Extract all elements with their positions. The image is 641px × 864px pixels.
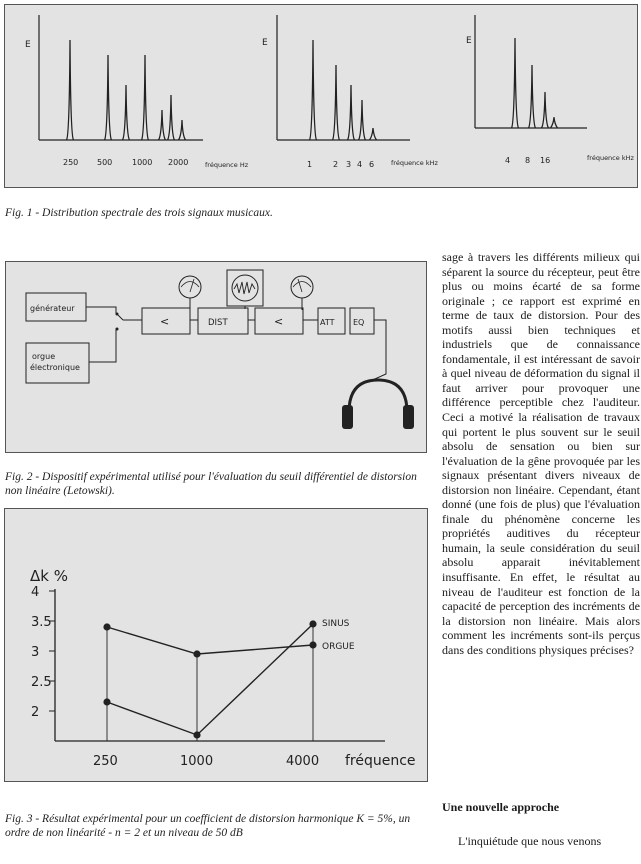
spectrum-chart-3 — [466, 15, 634, 165]
chart3-ylabel: E — [466, 36, 472, 46]
chart1-peak-6 — [168, 95, 175, 140]
chart1-tick-2000: 2000 — [168, 158, 189, 167]
chart3-peak-4 — [551, 117, 558, 128]
fig3-chart — [5, 509, 427, 781]
eq-label: EQ — [353, 318, 365, 327]
generator-label: générateur — [30, 304, 75, 313]
fig3-xlabel: fréquence — [345, 753, 416, 769]
chart3-tick-16: 16 — [540, 156, 551, 165]
switch-contact-bottom — [116, 328, 119, 331]
fig3-xtick-250: 250 — [93, 754, 118, 769]
chart2-ylabel: E — [262, 38, 268, 48]
fig3-ytick-3: 3.5 — [31, 615, 52, 630]
headphones-icon — [349, 380, 407, 412]
headphone-right-cup — [403, 405, 414, 429]
fig3-point-orgue-2 — [309, 641, 316, 648]
fig3-ytick-2: 3 — [31, 645, 40, 660]
chart3-xlabel: fréquence kHz — [587, 154, 634, 162]
fig1-caption: Fig. 1 - Distribution spectrale des trois signaux musicaux. — [5, 207, 273, 219]
fig3-legend-sinus: SINUS — [322, 619, 350, 629]
fig3-series-orgue — [107, 627, 313, 654]
meter2-icon — [291, 276, 313, 298]
fig3-panel — [4, 508, 428, 782]
fig3-ytick-0: 2 — [31, 705, 40, 720]
fig2-panel — [5, 261, 427, 453]
chart1-peak-3 — [123, 85, 130, 140]
chart1-peak-7 — [179, 120, 186, 140]
chart2-tick-2: 2 — [333, 160, 339, 169]
chart2-peak-1 — [310, 40, 317, 140]
amp2-label: < — [274, 315, 284, 328]
fig3-xtick-1000: 1000 — [180, 754, 214, 769]
chart2-tick-4: 4 — [357, 160, 363, 169]
chart2-tick-1: 1 — [307, 160, 313, 169]
article-paragraph: sage à travers les différents milieux qui séparent la source du récepteur, peut être plus ou moins écarté de sa forme originale ; ce rapport est exprimé en terme de taux de distorsion. Pour des motifs aussi bien techniques et industriels que de connaissance fondamentale, il est intéressant de savoir à quel niveau de déformation du signal il faut arriver pour provoquer une différence perceptible chez l'auditeur. Ceci a motivé la réalisation de travaux qui portent le plus souvent sur le seuil absolu de sensation ou bien sur l'évaluation de la gêne provoquée par les signaux présentant divers niveaux de distorsion non linéaire. Cependant, étant donné (une fois de plus) que l'évaluation finale du phénomène concerne les propriétés auditives du récepteur humain, la seule considération du seuil absolu apparait inévitablement insuffisante. En effet, le résultat au niveau de l'auditeur est fonction de la capacité de perception des incréments de la distorsion non linéaire. Mais alors comment les incréments sont-ils perçus dans des conditions physiques précises? — [442, 250, 640, 657]
fig3-legend-orgue: ORGUE — [322, 642, 355, 652]
fig3-point-orgue-1 — [193, 650, 200, 657]
fig3-series-sinus — [107, 624, 313, 735]
fig3-ytick-4: 4 — [31, 585, 40, 600]
chart1-peak-4 — [142, 55, 149, 140]
article-continuation: L'inquiétude que nous venons — [458, 834, 602, 848]
chart1-tick-500: 500 — [97, 158, 113, 167]
organ-wire — [89, 329, 116, 362]
spectrum-chart-1 — [25, 15, 249, 169]
fig1-panel — [4, 4, 638, 188]
chart1-xlabel: fréquence Hz — [205, 161, 249, 169]
fig3-caption: Fig. 3 - Résultat expérimental pour un coefficient de distorsion harmonique K = 5%, un ordre de non linéarité - n = 2 et un niveau de 50 dB — [5, 813, 411, 839]
generator-wire — [86, 307, 116, 314]
chart1-peak-5 — [159, 110, 166, 140]
amp1-label: < — [160, 315, 170, 328]
chart1-tick-250: 250 — [63, 158, 79, 167]
oscilloscope-wave — [234, 282, 255, 294]
organ-label-2: électronique — [30, 363, 80, 372]
fig3-xtick-4000: 4000 — [286, 754, 320, 769]
att-label: ATT — [320, 318, 335, 327]
meter1-needle — [181, 279, 199, 292]
chart3-peak-2 — [529, 65, 536, 128]
fig1-spectra — [5, 5, 637, 187]
chart3-tick-8: 8 — [525, 156, 531, 165]
fig3-point-sinus-0 — [103, 698, 110, 705]
chart1-peak-2 — [105, 55, 112, 140]
meter2-needle — [293, 279, 311, 292]
chart2-tick-6: 6 — [369, 160, 375, 169]
chart2-xlabel: fréquence kHz — [391, 159, 438, 167]
chart2-peak-5 — [370, 128, 377, 140]
organ-label-1: orgue — [32, 352, 56, 361]
fig2-diagram — [6, 262, 426, 452]
fig2-caption: Fig. 2 - Dispositif expérimental utilisé pour l'évaluation du seuil différentiel de distorsion non linéaire (Letowski). — [5, 471, 417, 497]
meter1-icon — [179, 276, 201, 298]
chart3-tick-4: 4 — [505, 156, 511, 165]
fig3-ytick-1: 2.5 — [31, 675, 52, 690]
fig3-ylabel: Δk % — [30, 567, 68, 585]
dist-label: DIST — [208, 318, 228, 328]
switch-arm — [117, 314, 123, 320]
spectrum-chart-2 — [262, 15, 438, 169]
chart2-tick-3: 3 — [346, 160, 352, 169]
fig3-point-sinus-2 — [309, 620, 316, 627]
article-body — [442, 250, 640, 657]
chart2-peak-2 — [333, 65, 340, 140]
chart1-tick-1000: 1000 — [132, 158, 153, 167]
chart2-peak-4 — [359, 100, 366, 140]
chart3-peak-1 — [512, 38, 519, 128]
chart3-peak-3 — [542, 92, 549, 128]
chart2-peak-3 — [348, 85, 355, 140]
chart1-peak-1 — [67, 40, 74, 140]
fig3-point-sinus-1 — [193, 731, 200, 738]
chart1-ylabel: E — [25, 40, 31, 50]
headphone-left-cup — [342, 405, 353, 429]
section-heading: Une nouvelle approche — [442, 800, 560, 814]
fig3-point-orgue-0 — [103, 623, 110, 630]
